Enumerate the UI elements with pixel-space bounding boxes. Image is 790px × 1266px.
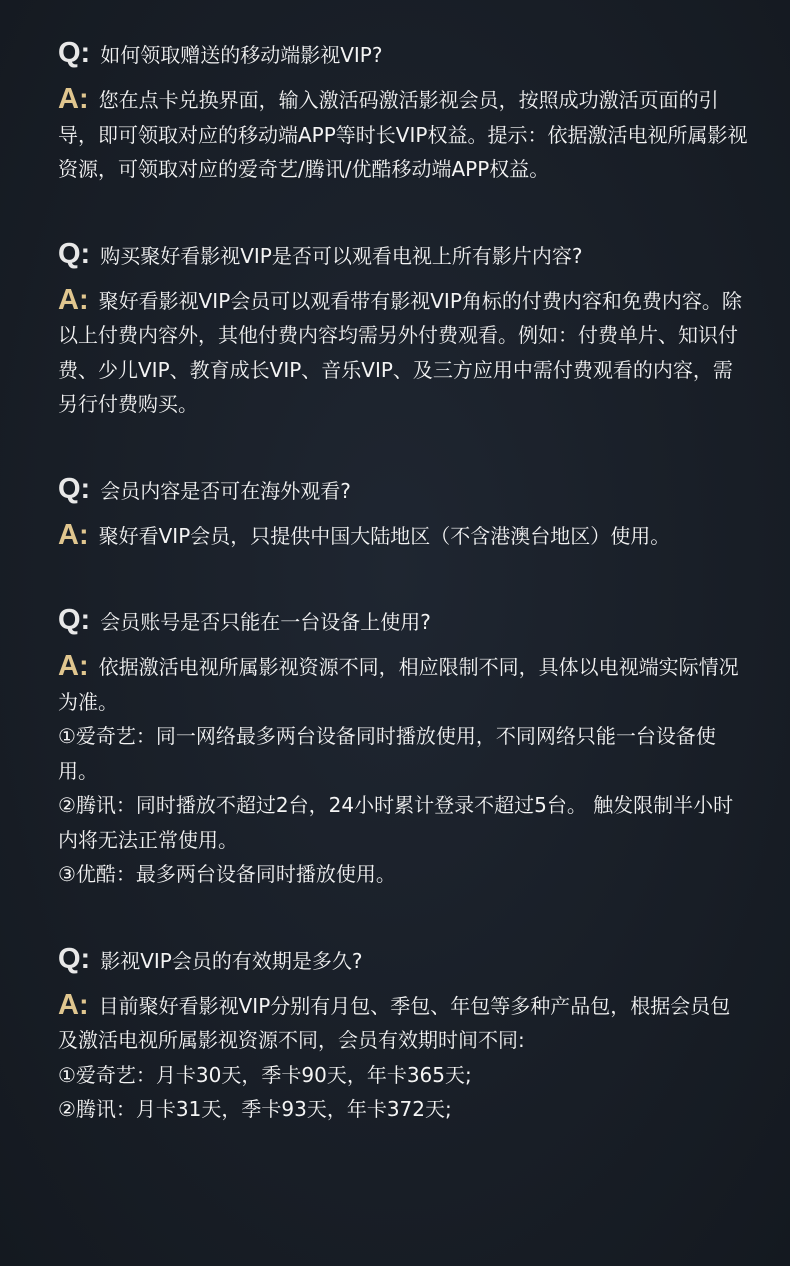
question-row <box>58 942 750 978</box>
answer-block <box>58 82 750 187</box>
answer-marker: A: <box>58 283 89 316</box>
answer-block <box>58 649 750 892</box>
question-marker: Q: <box>58 604 91 636</box>
question-text: 影视VIP会员的有效期是多久? <box>100 948 363 973</box>
answer-text: 聚好看影视VIP会员可以观看带有影视VIP角标的付费内容和免费内容。除以上付费内容外，其他付费内容均需另外付费观看。例如：付费单片、知识付费、少儿VIP、教育成长VIP、音乐VIP、及三方应用中需付费观看的内容，需另行付费购买。 <box>58 288 742 416</box>
answer-block <box>58 283 750 422</box>
question-marker: Q: <box>58 237 91 270</box>
question-row <box>58 36 750 72</box>
answer-text: 依据激活电视所属影视资源不同，相应限制不同，具体以电视端实际情况为准。 <box>58 655 739 714</box>
question-text: 如何领取赠送的移动端影视VIP? <box>100 43 383 67</box>
answer-detail-line: ②腾讯：月卡31天，季卡93天，年卡372天; <box>58 1097 452 1121</box>
answer-text: 目前聚好看影视VIP分别有月包、季包、年包等多种产品包，根据会员包及激活电视所属影视资源不同，会员有效期时间不同: <box>58 993 731 1052</box>
question-row <box>58 472 750 508</box>
question-marker: Q: <box>58 942 91 975</box>
faq-item-3 <box>58 472 750 554</box>
answer-marker: A: <box>58 518 89 551</box>
question-marker: Q: <box>58 37 91 69</box>
answer-text: 聚好看VIP会员，只提供中国大陆地区（不含港澳台地区）使用。 <box>98 523 671 548</box>
answer-text: 您在点卡兑换界面，输入激活码激活影视会员，按照成功激活页面的引导，即可领取对应的移动端APP等时长VIP权益。提示：依据激活电视所属影视资源，可领取对应的爱奇艺/腾讯/优酷移动端APP权益。 <box>58 88 748 181</box>
answer-marker: A: <box>58 988 89 1021</box>
faq-item-4 <box>58 603 750 892</box>
answer-marker: A: <box>58 83 89 115</box>
answer-marker: A: <box>58 650 89 682</box>
answer-detail-line: ③优酷：最多两台设备同时播放使用。 <box>58 862 396 886</box>
question-row <box>58 237 750 273</box>
question-text: 会员内容是否可在海外观看? <box>100 478 351 503</box>
answer-detail-line: ②腾讯：同时播放不超过2台，24小时累计登录不超过5台。 触发限制半小时内将无法正常使用。 <box>58 793 734 852</box>
answer-block <box>58 518 750 554</box>
faq-item-2 <box>58 237 750 422</box>
question-row <box>58 603 750 639</box>
answer-detail-line: ①爱奇艺：月卡30天，季卡90天，年卡365天; <box>58 1062 472 1087</box>
answer-block <box>58 988 750 1127</box>
faq-item-1 <box>58 36 750 187</box>
answer-detail-line: ①爱奇艺：同一网络最多两台设备同时播放使用，不同网络只能一台设备使用。 <box>58 724 716 783</box>
faq-item-5 <box>58 942 750 1127</box>
question-text: 会员账号是否只能在一台设备上使用? <box>100 610 431 634</box>
question-text: 购买聚好看影视VIP是否可以观看电视上所有影片内容? <box>100 243 583 268</box>
question-marker: Q: <box>58 472 91 505</box>
